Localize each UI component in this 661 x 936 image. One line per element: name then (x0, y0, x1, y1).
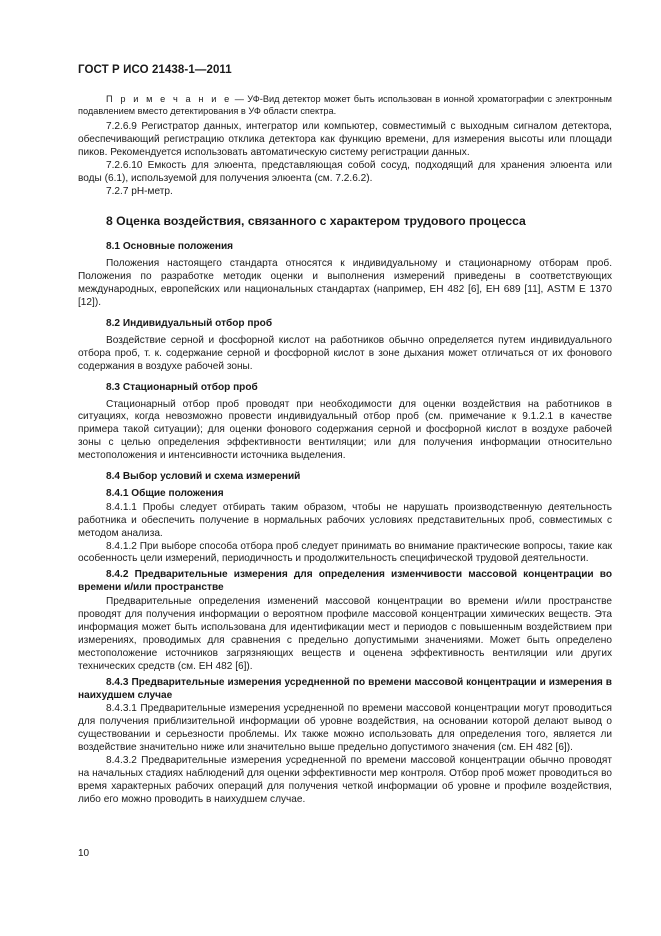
paragraph-8-4-1-1: 8.4.1.1 Пробы следует отбирать таким образом, чтобы не нарушать производственную деятельность работника и обеспечить получение в нормальных рабочих условиях представительных проб, совместимых с методом анализа. (78, 501, 612, 539)
document-body (78, 93, 612, 807)
section-8-2-heading: 8.2 Индивидуальный отбор проб (106, 317, 273, 329)
paragraph-8-4-1-2: 8.4.1.2 При выборе способа отбора проб следует принимать во внимание практические вопросы, такие как особенность цели измерений, периодичность и продолжительность специфической трудовой деятельности. (78, 540, 612, 565)
section-8-2-text: Воздействие серной и фосфорной кислот на работников обычно определяется путем индивидуального отбора проб, т. к. содержание серной и фосфорной кислот в зоне дыхания может отличаться от их фонового содержания в воздухе рабочей зоны. (78, 334, 612, 372)
paragraph-8-4-3-1: 8.4.3.1 Предварительные измерения усредненной по времени массовой концентрации могут проводиться для получения приблизительной информации об уровне воздействия, на основании которой делают вывод о существовании и серьезности проблемы. Их также можно использовать для определения того, является ли воздействие значительно ниже или значительно выше предельно допустимого значения (см. ЕН 482 [6]). (78, 703, 612, 754)
page-number: 10 (78, 848, 90, 859)
note (78, 93, 612, 117)
paragraph-7-2-6-9: 7.2.6.9 Регистратор данных, интегратор или компьютер, совместимый с выходным сигналом детектора, обеспечивающий регистрацию отклика детектора как функцию времени, для измерения высоты или площади пиков. Рекомендуется использовать автоматическую систему регистрации данных. (78, 121, 612, 158)
note-label: П р и м е ч а н и е (106, 94, 232, 104)
section-8-1-heading: 8.1 Основные положения (106, 241, 234, 253)
section-8-4-2-text: Предварительные определения изменений массовой концентрации во времени и/или пространстве проводят для получения информации о вероятном профиле массовой концентрации химических веществ. Эта информация может быть использована для идентификации мест и периодов с повышенным воздействием при измерениях, проводимых для сравнения с предельно допустимыми значениями. Может быть определено местоположение источников загрязняющих веществ и оценена эффективность вентиляции или других технических средств (см. ЕН 482 [6]). (78, 596, 612, 672)
section-8-4-heading: 8.4 Выбор условий и схема измерений (106, 471, 301, 483)
section-8-3-text: Стационарный отбор проб проводят при необходимости для оценки воздействия на работников в ситуациях, когда невозможно провести индивидуальный отбор проб (см. примечание к 9.1.2.1 в качестве примера такой ситуации); для оценки фонового содержания серной и фосфорной кислот в воздухе рабочей зоны с целью определения эффективности вентиляции; или для получения информации относительно местоположения и интенсивности источника выделения. (78, 398, 612, 462)
section-8-4-3-heading: 8.4.3 Предварительные измерения усредненной по времени массовой концентрации и измерения в наихудшем случае (78, 676, 612, 701)
paragraph-7-2-7: 7.2.7 pH-метр. (106, 185, 173, 197)
section-8-4-1-heading: 8.4.1 Общие положения (106, 487, 224, 499)
note-text: — УФ-Вид детектор может быть использован в ионной хроматографии с электронным подавлением вместо детектирования в УФ области спектра. (78, 94, 612, 116)
paragraph-8-4-3-2: 8.4.3.2 Предварительные измерения усредненной по времени массовой концентрации обычно проводят на начальных стадиях наблюдений для оценки эффективности мер контроля. Отбор проб может проводиться во время характерных рабочих операций для получения четкой информации об уровне и профиле воздействия, либо его можно проводить в наихудшем случае. (78, 755, 612, 805)
paragraph-7-2-6-10: 7.2.6.10 Емкость для элюента, представляющая собой сосуд, подходящий для хранения элюента или воды (6.1), используемой для получения элюента (см. 7.2.6.2). (78, 159, 612, 184)
section-8-3-heading: 8.3 Стационарный отбор проб (106, 381, 258, 393)
section-8-heading: 8 Оценка воздействия, связанного с характером трудового процесса (106, 214, 526, 229)
document-header: ГОСТ Р ИСО 21438-1—2011 (78, 64, 232, 76)
section-8-1-text: Положения настоящего стандарта относятся к индивидуальному и стационарному отборам проб. Положения по разработке методик оценки и выполнения измерений приведены в соответствующих международных, европейских или национальных стандартах (например, ЕН 482 [6], ЕН 689 [11], ASTM E 1370 [12]). (78, 258, 612, 309)
section-8-4-2-heading: 8.4.2 Предварительные измерения для определения изменчивости массовой концентрации во времени и/или пространстве (78, 569, 612, 594)
